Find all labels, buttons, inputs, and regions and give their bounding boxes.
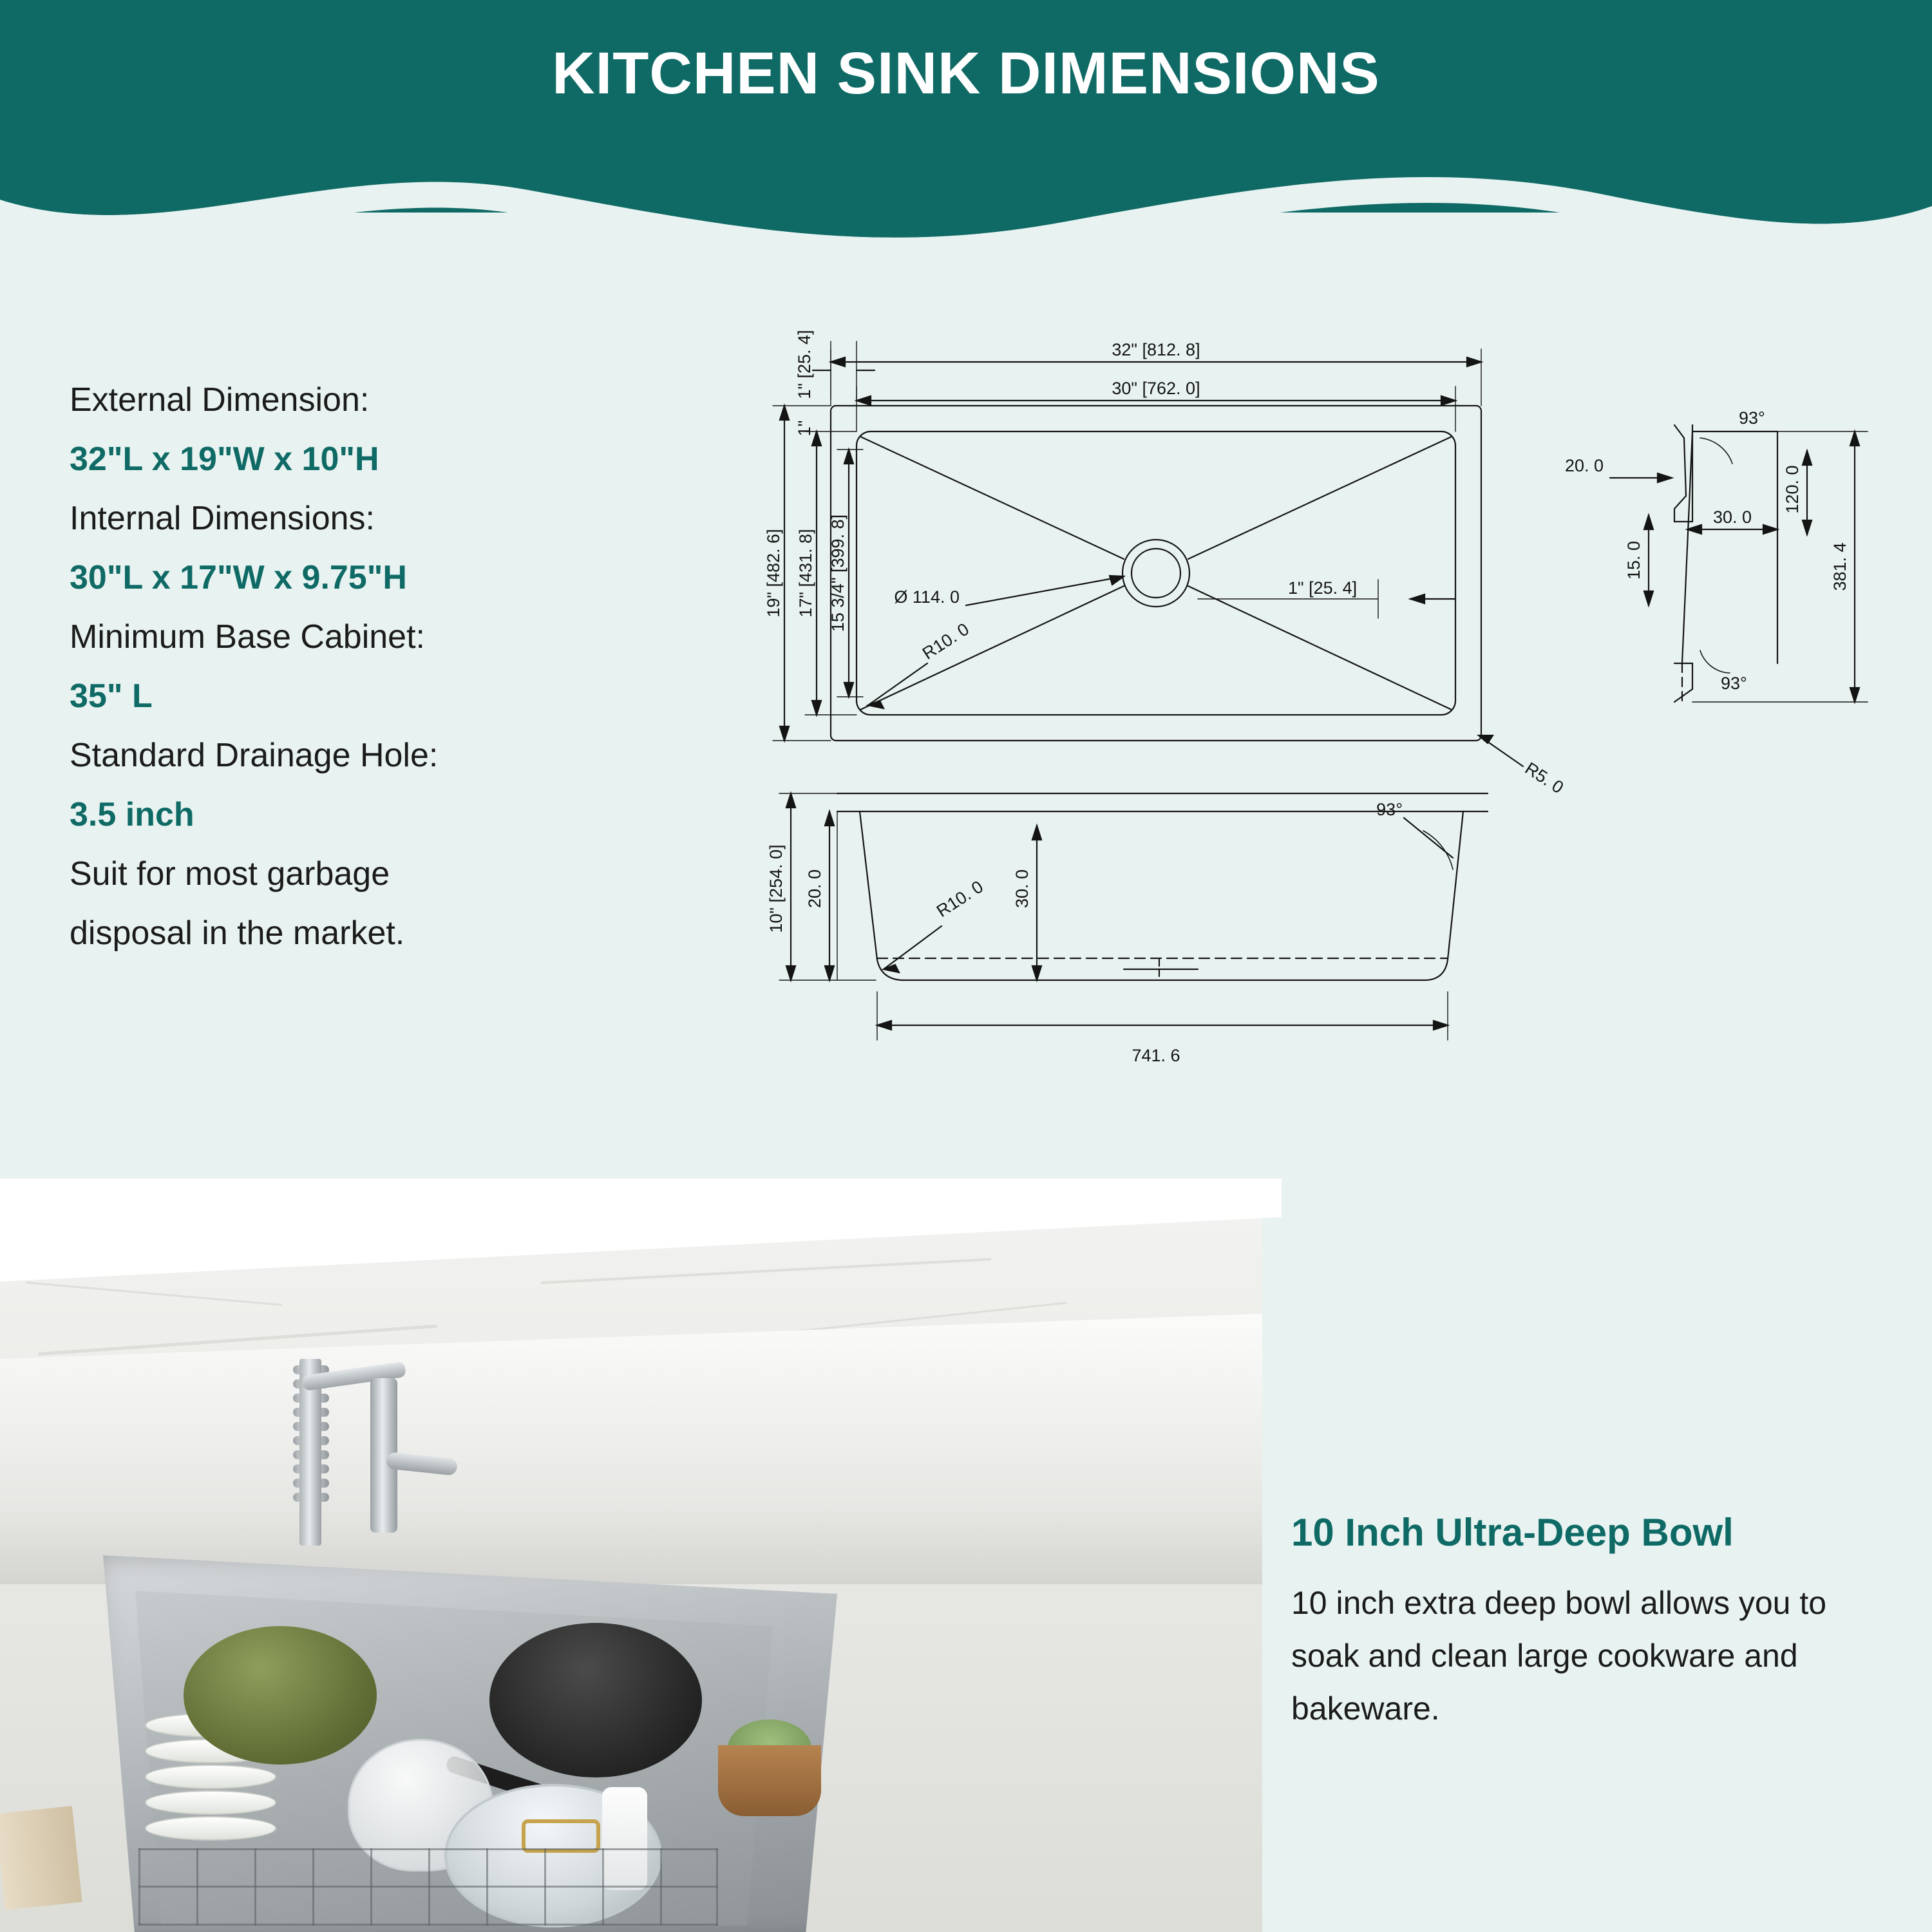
dim-outer-radius: R5. 0 [1521, 758, 1567, 798]
spec-line-note-2: disposal in the market. [70, 914, 405, 952]
spec-line-note-1: Suit for most garbage [70, 855, 390, 893]
feature-body: 10 inch extra deep bowl allows you to soak and clean large cookware and bakeware. [1291, 1585, 1827, 1727]
wave-divider [0, 161, 1932, 277]
dim-bottom-width: 15 3/4" [399. 8] [828, 514, 848, 632]
page-title: KITCHEN SINK DIMENSIONS [552, 41, 1380, 106]
marble-vein [541, 1258, 991, 1284]
dim-ledge-height: 15. 0 [1624, 540, 1643, 580]
dim-drain-offset: 1" [25. 4] [1288, 578, 1358, 598]
spec-line-external-value: 32"L x 19"W x 10"H [70, 440, 379, 478]
spec-line-cabinet-label: Minimum Base Cabinet: [70, 618, 425, 656]
product-photo [0, 1204, 1262, 1932]
feature-title: 10 Inch Ultra-Deep Bowl [1291, 1511, 1734, 1554]
dim-inner-length: 30" [762. 0] [1112, 379, 1200, 398]
dim-overall-width: 19" [482. 6] [764, 529, 783, 618]
frying-pan [489, 1623, 702, 1777]
spec-line-cabinet-value: 35" L [70, 677, 153, 715]
dim-corner-radius-front: R10. 0 [933, 876, 987, 922]
dim-overall-length: 32" [812. 8] [1112, 340, 1200, 359]
dim-rim-offset-inch: 1" [795, 420, 814, 437]
dim-depth: 10" [254. 0] [766, 844, 786, 933]
dim-rim-offset: 1" [25. 4] [795, 330, 814, 399]
dim-corner-radius-top: R10. 0 [918, 619, 972, 664]
green-bowl [184, 1626, 377, 1765]
small-pot [718, 1745, 821, 1816]
specification-list [70, 374, 604, 966]
countertop [0, 1314, 1262, 1584]
spec-line-internal-value: 30"L x 17"W x 9.75"H [70, 559, 407, 596]
feature-block [1291, 1510, 1871, 1735]
dim-drain-diameter: Ø 114. 0 [894, 587, 960, 607]
dim-bottom-offset: 30. 0 [1012, 869, 1032, 909]
protective-grid [138, 1848, 718, 1926]
dim-bottom-length: 741. 6 [1132, 1046, 1180, 1065]
spec-line-external-label: External Dimension: [70, 381, 370, 419]
dim-side-overall-height: 381. 4 [1830, 542, 1850, 591]
dim-flange-height: 120. 0 [1783, 465, 1802, 514]
dim-front-lip: 20. 0 [805, 869, 824, 909]
technical-drawing [644, 303, 1906, 1217]
marble-vein [26, 1282, 283, 1306]
dim-side-angle-bottom: 93° [1721, 674, 1747, 693]
dim-wall-angle: 93° [1376, 800, 1403, 819]
dim-side-angle-top: 93° [1739, 408, 1765, 428]
spec-line-internal-label: Internal Dimensions: [70, 500, 375, 537]
photo-background [0, 1204, 1262, 1932]
dim-flange-width: 20. 0 [1565, 456, 1604, 475]
book-stack [0, 1806, 82, 1910]
spec-line-drain-value: 3.5 inch [70, 796, 194, 833]
spec-line-drain-label: Standard Drainage Hole: [70, 737, 439, 774]
dim-inner-width: 17" [431. 8] [796, 529, 815, 618]
dim-ledge-width: 30. 0 [1712, 507, 1752, 527]
